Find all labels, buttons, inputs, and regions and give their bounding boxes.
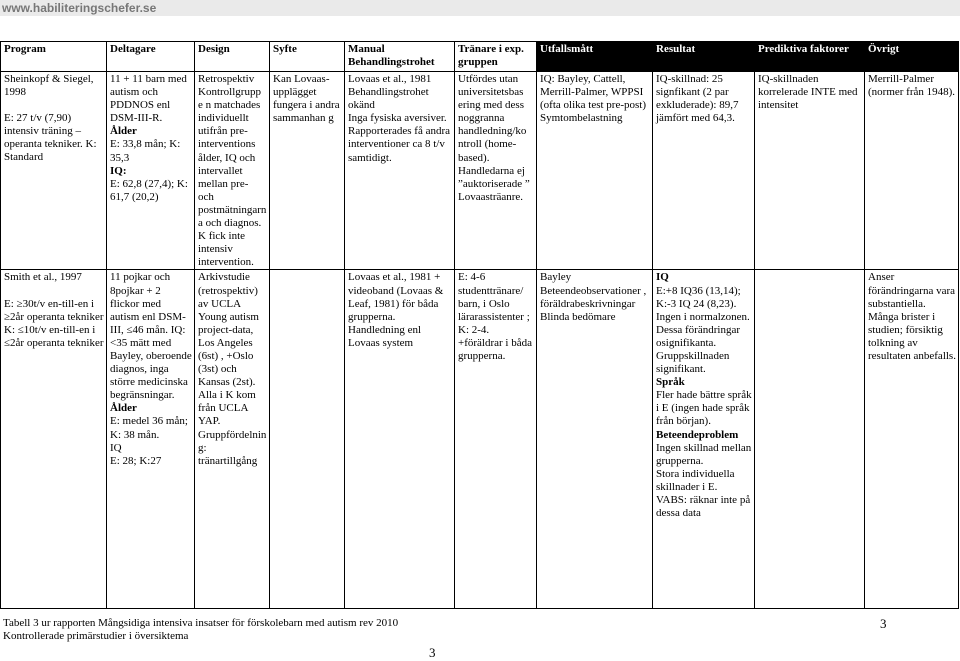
header-prediktiva: Prediktiva faktorer bbox=[755, 42, 865, 72]
site-url-banner[interactable]: www.habiliteringschefer.se bbox=[0, 0, 960, 16]
cell-text: E: ≥30t/v en-till-en i ≥2år operanta tekniker bbox=[4, 297, 104, 323]
cell-manual bbox=[345, 72, 455, 270]
cell-text: Beteendeobservationer , föräldrabeskrivningar bbox=[540, 284, 647, 310]
cell-subheading: IQ bbox=[656, 271, 669, 284]
cell-text: Fler hade bättre språk i E (ingen hade språk från början). bbox=[656, 389, 752, 428]
cell-utfallsmatt bbox=[537, 270, 653, 609]
cell-text: Stora individuella skillnader i E. bbox=[656, 467, 735, 493]
cell-text: Kan Lovaas-upplägget fungera i andra sammanhan g bbox=[273, 73, 340, 125]
cell-text: E: 28; K:27 bbox=[110, 454, 162, 467]
page-number-right: 3 bbox=[880, 616, 887, 631]
cell-program bbox=[1, 72, 107, 270]
header-deltagare: Deltagare bbox=[107, 42, 195, 72]
table-row bbox=[1, 270, 959, 609]
cell-syfte bbox=[270, 72, 345, 270]
cell-text: IQ-skillnaden korrelerade INTE med intensitet bbox=[758, 73, 858, 112]
cell-text: 11 + 11 barn med autism och PDDNOS enl DSM-III-R. bbox=[110, 73, 187, 125]
cell-text: Smith et al., 1997 bbox=[4, 271, 82, 284]
cell-text: Ingen i normalzonen. Dessa förändringar osignifikanta. bbox=[656, 310, 750, 349]
cell-text: Lovaas et al., 1981 + videoband (Lovaas & Leaf, 1981) för båda grupperna. Handledning enl Lovaas system bbox=[348, 271, 444, 349]
cell-text: Retrospektiv Kontrollgrupp e n matchades individuellt utifrån pre-interventions ålder, IQ och intervallet mellan pre- och postmätningarn a och diagnos. K fick inte intensiv intervention. bbox=[198, 73, 267, 269]
cell-ovrigt bbox=[865, 270, 959, 609]
cell-text: E: 33,8 mån; K: 35,3 bbox=[110, 138, 181, 164]
cell-text: Blinda bedömare bbox=[540, 310, 616, 323]
cell-prediktiva bbox=[755, 72, 865, 270]
cell-deltagare bbox=[107, 72, 195, 270]
cell-text: Handledarna ej ”auktoriserade ” Lovaasträanre. bbox=[458, 164, 530, 203]
spacer bbox=[4, 99, 104, 112]
cell-text: Utfördes utan universitetsbas ering med dess noggranna handledning/ko ntroll (home-based). bbox=[458, 73, 527, 164]
header-ovrigt: Övrigt bbox=[865, 42, 959, 72]
cell-text: E: 27 t/v (7,90) intensiv träning – operanta tekniker. K: Standard bbox=[4, 112, 97, 164]
header-row bbox=[1, 42, 959, 72]
cell-resultat bbox=[653, 72, 755, 270]
cell-text: Sheinkopf & Siegel, 1998 bbox=[4, 73, 94, 99]
cell-syfte bbox=[270, 270, 345, 609]
cell-text: Bayley bbox=[540, 271, 572, 284]
cell-manual bbox=[345, 270, 455, 609]
cell-utfallsmatt bbox=[537, 72, 653, 270]
cell-deltagare bbox=[107, 270, 195, 609]
cell-text: IQ: Bayley, Cattell, Merrill-Palmer, WPPSI (ofta olika test pre-post) bbox=[540, 73, 646, 112]
header-program: Program bbox=[1, 42, 107, 72]
cell-text: Rapporterades få andra interventioner ca 8 t/v samtidigt. bbox=[348, 125, 451, 164]
header-syfte: Syfte bbox=[270, 42, 345, 72]
cell-tranare bbox=[455, 270, 537, 609]
cell-text: Ingen skillnad mellan grupperna. bbox=[656, 441, 752, 467]
footer-line: Tabell 3 ur rapporten Mångsidiga intensiva insatser för förskolebarn med autism rev 2010 bbox=[3, 617, 399, 629]
cell-design bbox=[195, 270, 270, 609]
header-manual: Manual Behandlingstrohet bbox=[345, 42, 455, 72]
footer-caption bbox=[3, 617, 398, 643]
cell-subheading: Beteendeproblem bbox=[656, 428, 739, 441]
header-design: Design bbox=[195, 42, 270, 72]
studies-table bbox=[0, 41, 959, 609]
cell-text: Arkivstudie (retrospektiv) av UCLA Young autism project-data, Los Angeles (6st) , +Oslo (3st) och Kansas (2st). Alla i K kom från UCLA YAP. Gruppfördelnin g: tränartillgång bbox=[198, 271, 267, 467]
table-row bbox=[1, 72, 959, 270]
cell-text: Anser förändringarna vara substantiella. Många brister i studien; försiktig tolkning av resultaten anbefalls. bbox=[868, 271, 956, 362]
header-resultat: Resultat bbox=[653, 42, 755, 72]
cell-text: E: medel 36 mån; K: 38 mån. bbox=[110, 415, 188, 441]
cell-text: IQ-skillnad: 25 signfikant (2 par exkluderade): 89,7 jämfört med 64,3. bbox=[656, 73, 739, 125]
header-tranare: Tränare i exp. gruppen bbox=[455, 42, 537, 72]
cell-subheading: IQ: bbox=[110, 164, 127, 177]
cell-subheading: Språk bbox=[656, 376, 685, 389]
cell-text: 11 pojkar och 8pojkar + 2 flickor med autism enl DSM-III, ≤46 mån. IQ: <35 mätt med Bayley, oberoende diagnos, inga större medicinska begränsningar. bbox=[110, 271, 192, 402]
footer-line: Kontrollerade primärstudier i översiktema bbox=[3, 630, 189, 642]
cell-text: E: 4-6 studenttränare/ barn, i Oslo lärarassistenter ; K: 2-4. +föräldrar i båda grupperna. bbox=[458, 271, 532, 362]
cell-text: Merrill-Palmer (normer från 1948). bbox=[868, 73, 956, 99]
spacer bbox=[4, 285, 104, 298]
cell-design bbox=[195, 72, 270, 270]
cell-text: E: 62,8 (27,4); K: 61,7 (20,2) bbox=[110, 177, 188, 203]
cell-subheading: Ålder bbox=[110, 125, 137, 138]
cell-text: Gruppskillnaden signifikant. bbox=[656, 349, 730, 376]
header-utfallsmatt: Utfallsmått bbox=[537, 42, 653, 72]
cell-text: Symtombelastning bbox=[540, 112, 623, 125]
cell-tranare bbox=[455, 72, 537, 270]
cell-text: VABS: räknar inte på dessa data bbox=[656, 494, 751, 520]
cell-subheading: Ålder bbox=[110, 402, 137, 415]
cell-prediktiva bbox=[755, 270, 865, 609]
cell-ovrigt bbox=[865, 72, 959, 270]
cell-text: Lovaas et al., 1981 Behandlingstrohet okänd bbox=[348, 73, 432, 112]
cell-text: E:+8 IQ36 (13,14); K:-3 IQ 24 (8,23). bbox=[656, 284, 741, 310]
cell-resultat bbox=[653, 270, 755, 609]
cell-program bbox=[1, 270, 107, 609]
page-number-center: 3 bbox=[429, 645, 436, 660]
cell-text: Inga fysiska aversiver. bbox=[348, 112, 447, 125]
cell-text: K: ≤10t/v en-till-en i ≤2år operanta tekniker bbox=[4, 323, 104, 349]
cell-text: IQ bbox=[110, 441, 122, 454]
